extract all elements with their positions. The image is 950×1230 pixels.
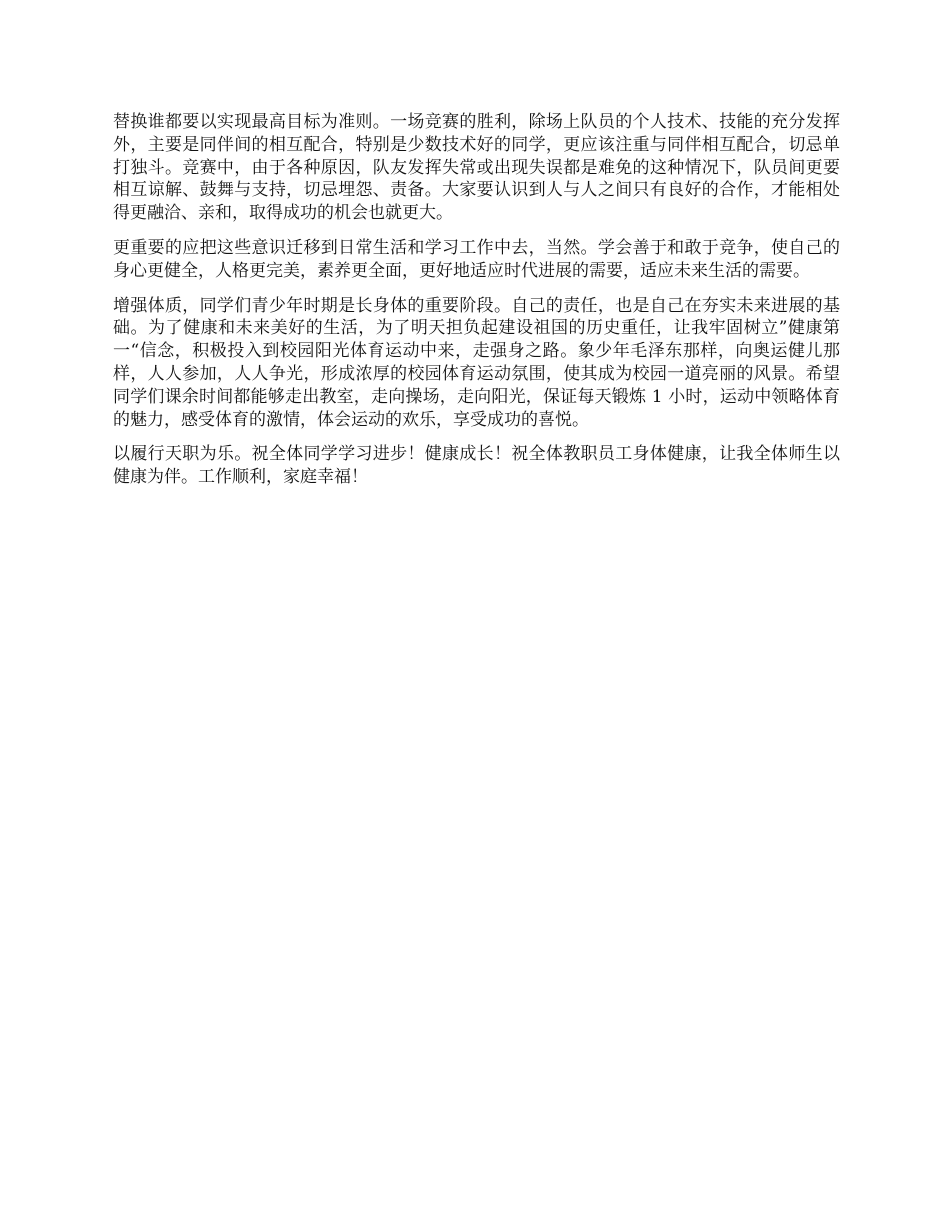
paragraph-1: 替换谁都要以实现最高目标为准则。一场竞赛的胜利，除场上队员的个人技术、技能的充分发挥外，主要是同伴间的相互配合，特别是少数技术好的同学，更应该注重与同伴相互配合，切忌单打独斗。竞赛中，由于各种原因，队友发挥失常或出现失误都是难免的这种情况下，队员间更要相互谅解、鼓舞与支持，切忌埋怨、责备。大家要认识到人与人之间只有良好的合作，才能相处得更融洽、亲和，取得成功的机会也就更大。 [113, 112, 840, 224]
paragraph-3: 增强体质，同学们青少年时期是长身体的重要阶段。自己的责任，也是自己在夯实未来进展的基础。为了健康和未来美好的生活，为了明天担负起建设祖国的历史重任，让我牢固树立”健康第一“信念，积极投入到校园阳光体育运动中来，走强身之路。象少年毛泽东那样，向奥运健儿那样，人人参加，人人争光，形成浓厚的校园体育运动氛围，使其成为校园一道亮丽的风景。希望同学们课余时间都能够走出教室，走向操场，走向阳光，保证每天锻炼 1 小时，运动中领略体育的魅力，感受体育的激情，体会运动的欢乐，享受成功的喜悦。 [113, 295, 840, 430]
paragraph-4: 以履行天职为乐。祝全体同学学习进步！健康成长！祝全体教职员工身体健康，让我全体师生以健康为伴。工作顺利，家庭幸福！ [113, 444, 840, 488]
paragraph-2: 更重要的应把这些意识迁移到日常生活和学习工作中去，当然。学会善于和敢于竞争，使自己的身心更健全，人格更完美，素养更全面，更好地适应时代进展的需要，适应未来生活的需要。 [113, 237, 840, 281]
document-body [113, 111, 840, 501]
